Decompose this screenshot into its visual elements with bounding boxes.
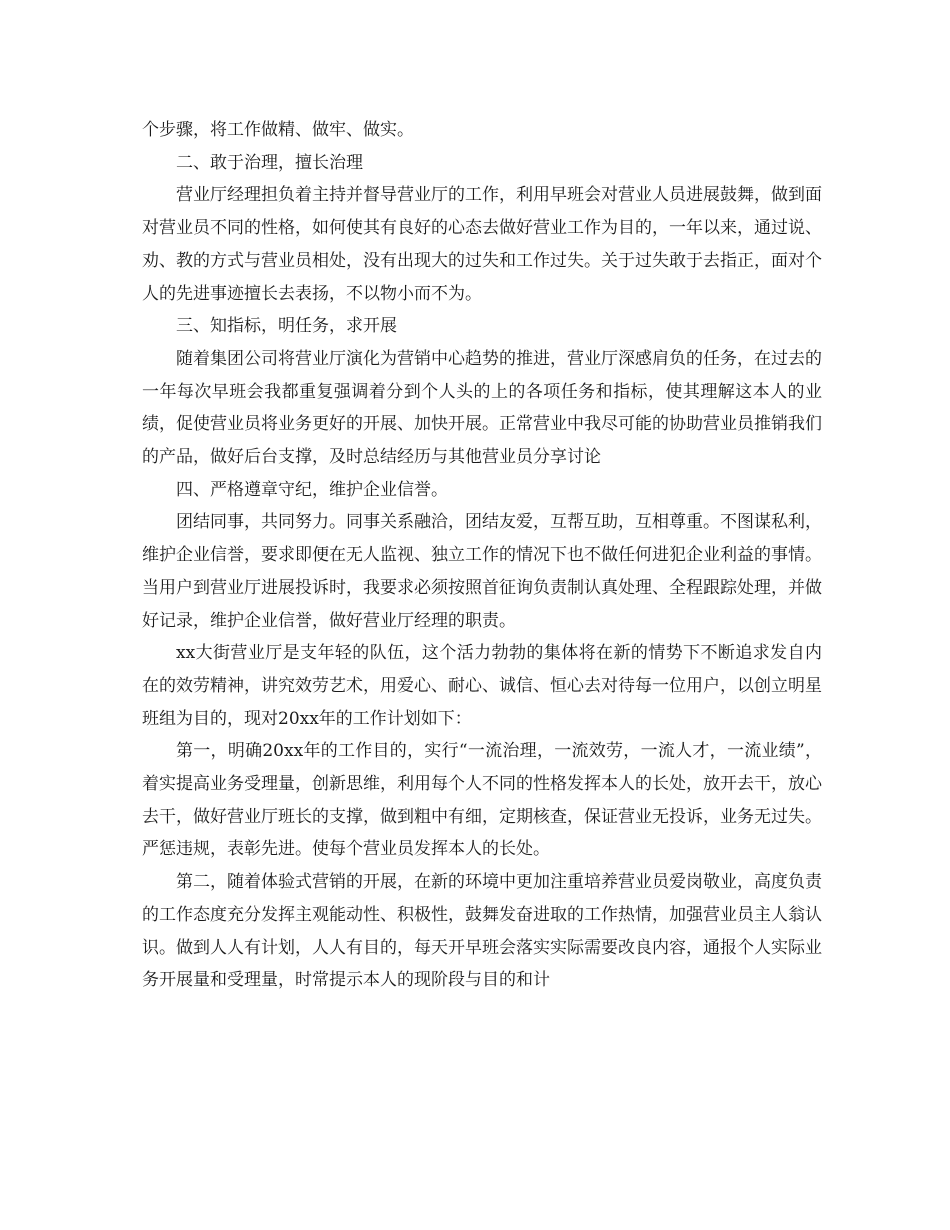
paragraph-1: 个步骤，将工作做精、做牢、做实。 [142, 120, 414, 140]
section-heading-2: 二、敢于治理，擅长治理 [176, 152, 363, 173]
section-heading-3: 三、知指标，明任务，求开展 [176, 316, 397, 337]
plan-item-2: 第二，随着体验式营销的开展，在新的环境中更加注重培养营业员爱岗敬业，高度负责的工作态度充分发挥主观能动性、积极性，鼓舞发奋进取的工作热情，加强营业员主人翁认识。做到人人有计划，人人有目的，每天开早班会落实实际需要改良内容，通报个人实际业务开展量和受理量，时常提示本人的现阶段与目的和计 [142, 872, 822, 991]
paragraph-2: 营业厅经理担负着主持并督导营业厅的工作，利用早班会对营业人员进展鼓舞，做到面对营业员不同的性格，如何使其有良好的心态去做好营业工作为目的，一年以来，通过说、劝、教的方式与营业员相处，没有出现大的过失和工作过失。关于过失敢于去指正，面对个人的先进事迹擅长去表扬，不以物小而不为。 [142, 185, 822, 304]
paragraph-4: 团结同事，共同努力。同事关系融洽，团结友爱，互帮互助，互相尊重。不图谋私利，维护企业信誉，要求即便在无人监视、独立工作的情况下也不做任何进犯企业利益的事情。当用户到营业厅进展投诉时，我要求必须按照首征询负责制认真处理、全程跟踪处理，并做好记录，维护企业信誉，做好营业厅经理的职责。 [142, 512, 822, 631]
paragraph-3: 随着集团公司将营业厅演化为营销中心趋势的推进，营业厅深感肩负的任务，在过去的一年每次早班会我都重复强调着分到个人头的上的各项任务和指标，使其理解这本人的业绩，促使营业员将业务更好的开展、加快开展。正常营业中我尽可能的协助营业员推销我们的产品，做好后台支撑，及时总结经历与其他营业员分享讨论 [142, 348, 822, 468]
plan-item-1: 第一，明确20xx年的工作目的，实行“一流治理，一流效劳，一流人才，一流业绩”，着实提高业务受理量，创新思维，利用每个人不同的性格发挥本人的长处，放开去干，放心去干，做好营业厅班长的支撑，做到粗中有细，定期核查，保证营业无投诉，业务无过失。严惩违规，表彰先进。使每个营业员发挥本人的长处。 [142, 741, 822, 860]
document-page [142, 114, 822, 997]
section-heading-4: 四、严格遵章守纪，维护企业信誉。 [176, 479, 448, 500]
paragraph-5: xx大街营业厅是支年轻的队伍，这个活力勃勃的集体将在新的情势下不断追求发自内在的效劳精神，讲究效劳艺术，用爱心、耐心、诚信、恒心去对待每一位用户，以创立明星班组为目的，现对20xx年的工作计划如下： [142, 643, 822, 729]
